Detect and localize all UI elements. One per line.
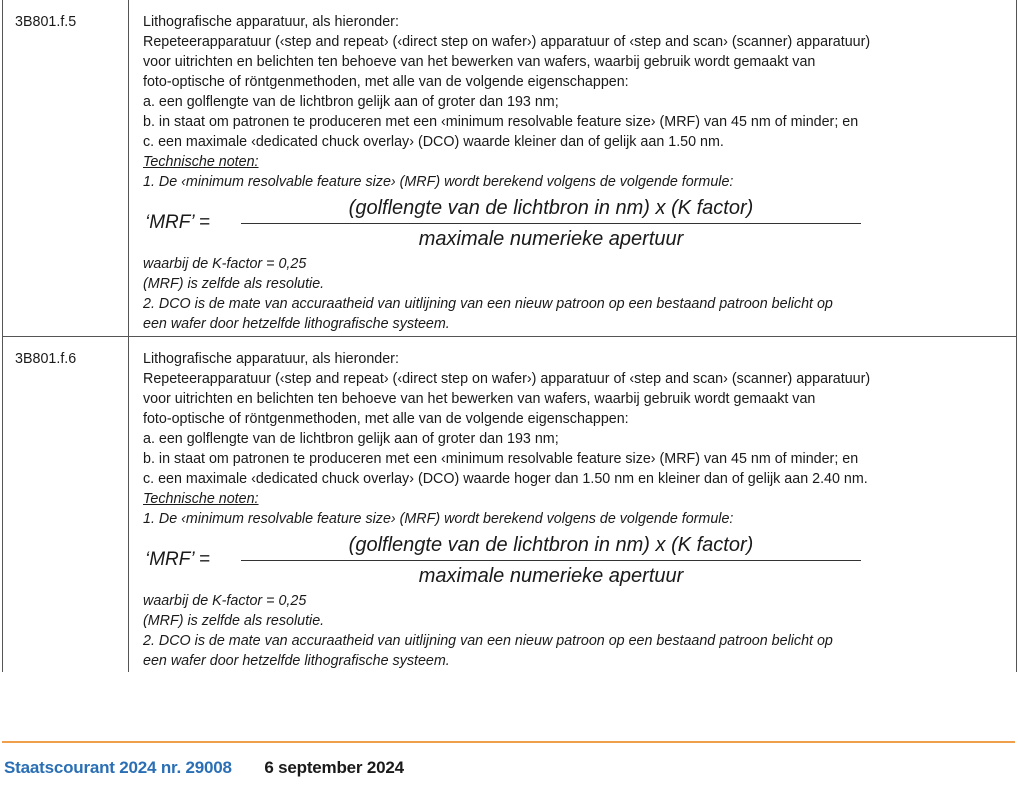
formula-lhs: ‘MRF’ = [145, 212, 210, 233]
table-row [3, 337, 1016, 672]
description-line: Repeteerapparatuur (‹step and repeat› (‹direct step on wafer›) apparatuur of ‹step and scan› (scanner) apparatuur) [143, 371, 871, 387]
resolution-text: (MRF) is zelfde als resolutie. [143, 613, 325, 629]
criterion-a: a. een golflengte van de lichtbron gelijk aan of groter dan 193 nm; [143, 94, 559, 110]
mrf-formula [143, 531, 1010, 589]
page-footer [4, 758, 404, 778]
formula-fraction [241, 532, 861, 589]
regulation-table [2, 0, 1017, 672]
item-code: 3B801.f.6 [3, 337, 129, 672]
note-1: 1. De ‹minimum resolvable feature size› (MRF) wordt berekend volgens de volgende formule: [143, 174, 734, 190]
note-2-line: een wafer door hetzelfde lithografische systeem. [143, 653, 450, 669]
description-line: Repeteerapparatuur (‹step and repeat› (‹direct step on wafer›) apparatuur of ‹step and scan› (scanner) apparatuur) [143, 34, 871, 50]
formula-denominator: maximale numerieke apertuur [418, 227, 684, 250]
formula-fraction [241, 195, 861, 252]
criterion-b: b. in staat om patronen te produceren met een ‹minimum resolvable feature size› (MRF) van 45 nm of minder; en [143, 114, 859, 130]
publication-date: 6 september 2024 [264, 758, 404, 777]
fraction-bar [241, 560, 861, 561]
item-description [129, 0, 1016, 336]
formula-numerator: (golflengte van de lichtbron in nm) x (K factor) [348, 196, 754, 219]
formula-lhs: ‘MRF’ = [145, 549, 210, 570]
fraction-bar [241, 223, 861, 224]
description-line: foto-optische of röntgenmethoden, met alle van de volgende eigenschappen: [143, 74, 629, 90]
note-1: 1. De ‹minimum resolvable feature size› (MRF) wordt berekend volgens de volgende formule: [143, 511, 734, 527]
item-code: 3B801.f.5 [3, 0, 129, 336]
notes-heading: Technische noten: [143, 154, 259, 170]
intro-text: Lithografische apparatuur, als hieronder: [143, 351, 399, 367]
table-row [3, 0, 1016, 337]
intro-text: Lithografische apparatuur, als hieronder: [143, 14, 399, 30]
mrf-formula [143, 194, 1010, 252]
k-factor-text: waarbij de K-factor = 0,25 [143, 256, 307, 272]
criterion-a: a. een golflengte van de lichtbron gelijk aan of groter dan 193 nm; [143, 431, 559, 447]
description-line: foto-optische of röntgenmethoden, met alle van de volgende eigenschappen: [143, 411, 629, 427]
description-line: voor uitrichten en belichten ten behoeve van het bewerken van wafers, waarbij gebruik wordt gemaakt van [143, 391, 816, 407]
note-2-line: 2. DCO is de mate van accuraatheid van uitlijning van een nieuw patroon op een bestaand patroon belicht op [143, 633, 833, 649]
publication-reference: Staatscourant 2024 nr. 29008 [4, 758, 232, 777]
description-line: voor uitrichten en belichten ten behoeve van het bewerken van wafers, waarbij gebruik wordt gemaakt van [143, 54, 816, 70]
criterion-c: c. een maximale ‹dedicated chuck overlay› (DCO) waarde hoger dan 1.50 nm en kleiner dan of gelijk aan 2.40 nm. [143, 471, 868, 487]
notes-heading: Technische noten: [143, 491, 259, 507]
note-2-line: 2. DCO is de mate van accuraatheid van uitlijning van een nieuw patroon op een bestaand patroon belicht op [143, 296, 833, 312]
footer-rule [2, 741, 1015, 743]
k-factor-text: waarbij de K-factor = 0,25 [143, 593, 307, 609]
criterion-b: b. in staat om patronen te produceren met een ‹minimum resolvable feature size› (MRF) van 45 nm of minder; en [143, 451, 859, 467]
note-2-line: een wafer door hetzelfde lithografische systeem. [143, 316, 450, 332]
resolution-text: (MRF) is zelfde als resolutie. [143, 276, 325, 292]
formula-numerator: (golflengte van de lichtbron in nm) x (K factor) [348, 533, 754, 556]
item-description [129, 337, 1016, 672]
criterion-c: c. een maximale ‹dedicated chuck overlay› (DCO) waarde kleiner dan of gelijk aan 1.50 nm. [143, 134, 724, 150]
formula-denominator: maximale numerieke apertuur [418, 564, 684, 587]
